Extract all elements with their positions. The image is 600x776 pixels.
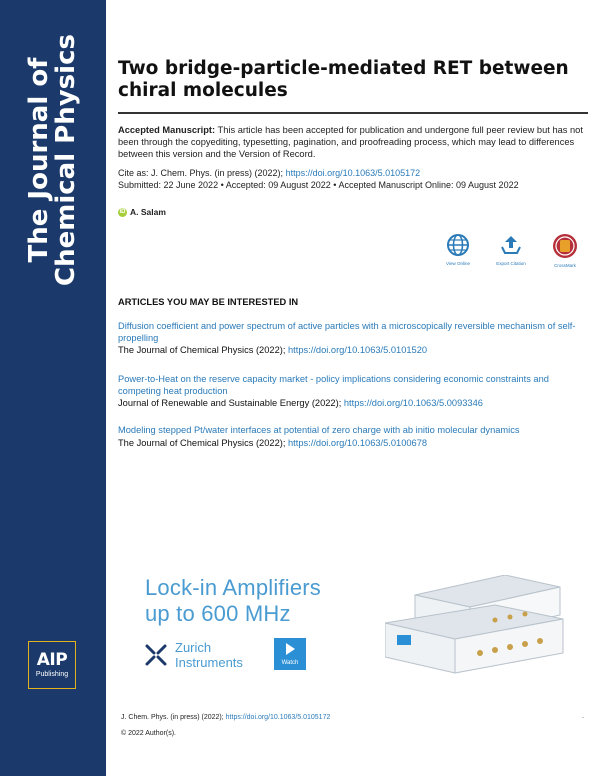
related-article-title[interactable]: Modeling stepped Pt/water interfaces at potential of zero charge with ab initio molecular dynamics (118, 425, 520, 435)
title-divider (118, 112, 588, 114)
footer-dot: . (582, 713, 584, 720)
related-article (118, 321, 588, 357)
orcid-icon[interactable]: iD (119, 209, 126, 215)
advertisement-banner[interactable] (145, 575, 565, 675)
accepted-label: Accepted Manuscript: (118, 125, 216, 135)
ad-headline (145, 575, 321, 627)
cite-label: Cite as: J. Chem. Phys. (in press) (2022); (118, 168, 284, 178)
journal-name (26, 20, 80, 300)
aip-logo-text: AIP (36, 650, 68, 670)
export-citation-button[interactable] (491, 233, 531, 267)
submission-dates: Submitted: 22 June 2022 • Accepted: 09 August 2022 • Accepted Manuscript Online: 09 August 2022 (118, 180, 519, 190)
related-articles-heading: ARTICLES YOU MAY BE INTERESTED IN (118, 297, 299, 307)
accepted-manuscript-notice (118, 124, 588, 160)
copyright-notice: © 2022 Author(s). (121, 730, 176, 737)
related-article (118, 425, 588, 449)
export-icon (499, 233, 523, 257)
view-online-label: View Online (446, 261, 470, 266)
journal-name-line1: The Journal of (24, 57, 54, 263)
watch-button[interactable] (274, 638, 306, 670)
crossmark-button[interactable] (545, 233, 585, 269)
view-online-button[interactable] (438, 233, 478, 267)
export-citation-label: Export Citation (496, 261, 526, 266)
footer-citation (121, 713, 330, 722)
play-icon (274, 638, 306, 658)
related-article-journal: Journal of Renewable and Sustainable Energy (2022); (118, 398, 342, 408)
zurich-instruments-logo (145, 640, 243, 670)
citation-line (118, 167, 588, 179)
zurich-brand-line2: Instruments (175, 655, 243, 670)
journal-sidebar (0, 0, 106, 776)
ad-headline-line2: up to 600 MHz (145, 601, 291, 626)
aip-publishing-logo[interactable] (28, 641, 76, 689)
article-title: Two bridge-particle-mediated RET between chiral molecules (118, 58, 569, 101)
footer-doi-link[interactable]: https://doi.org/10.1063/5.0105172 (225, 714, 331, 721)
globe-icon (446, 233, 470, 257)
zurich-brand-line1: Zurich (175, 640, 212, 655)
related-article-journal: The Journal of Chemical Physics (2022); (118, 345, 286, 355)
ad-headline-line1: Lock-in Amplifiers (145, 575, 321, 600)
related-article-source (118, 345, 588, 357)
related-article-title[interactable]: Diffusion coefficient and power spectrum of active particles with a microscopically reversible mechanism of self-propelling (118, 321, 576, 343)
journal-name-line2: Chemical Physics (51, 34, 81, 286)
related-article (118, 374, 588, 410)
footer-cite-text: J. Chem. Phys. (in press) (2022); (121, 714, 224, 721)
accepted-text: This article has been accepted for publication and undergone full peer review but has not been through the copyediting, typesetting, pagination, and proofreading process, which may lead to differences between this version and the Version of Record. (118, 125, 583, 159)
related-article-source (118, 398, 588, 410)
related-article-source (118, 438, 588, 450)
related-article-title[interactable]: Power-to-Heat on the reserve capacity market - policy implications considering economic constraints and competing heat production (118, 374, 549, 396)
crossmark-icon (552, 233, 578, 259)
related-article-doi[interactable]: https://doi.org/10.1063/5.0101520 (288, 345, 428, 355)
article-actions (118, 233, 588, 273)
crossmark-label: CrossMark (554, 263, 576, 268)
aip-logo-subtext: Publishing (35, 671, 69, 678)
zurich-brand-name (175, 640, 243, 670)
related-article-doi[interactable]: https://doi.org/10.1063/5.0100678 (288, 437, 428, 448)
cite-doi-link[interactable]: https://doi.org/10.1063/5.0105172 (285, 168, 421, 178)
zurich-logo-icon (145, 644, 167, 666)
related-article-journal: The Journal of Chemical Physics (2022); (118, 437, 286, 448)
lock-in-amplifier-devices-image (385, 575, 565, 675)
watch-label: Watch (281, 660, 299, 666)
author-name[interactable]: A. Salam (130, 207, 166, 217)
related-article-doi[interactable]: https://doi.org/10.1063/5.0093346 (343, 398, 483, 408)
author-line (118, 207, 166, 218)
